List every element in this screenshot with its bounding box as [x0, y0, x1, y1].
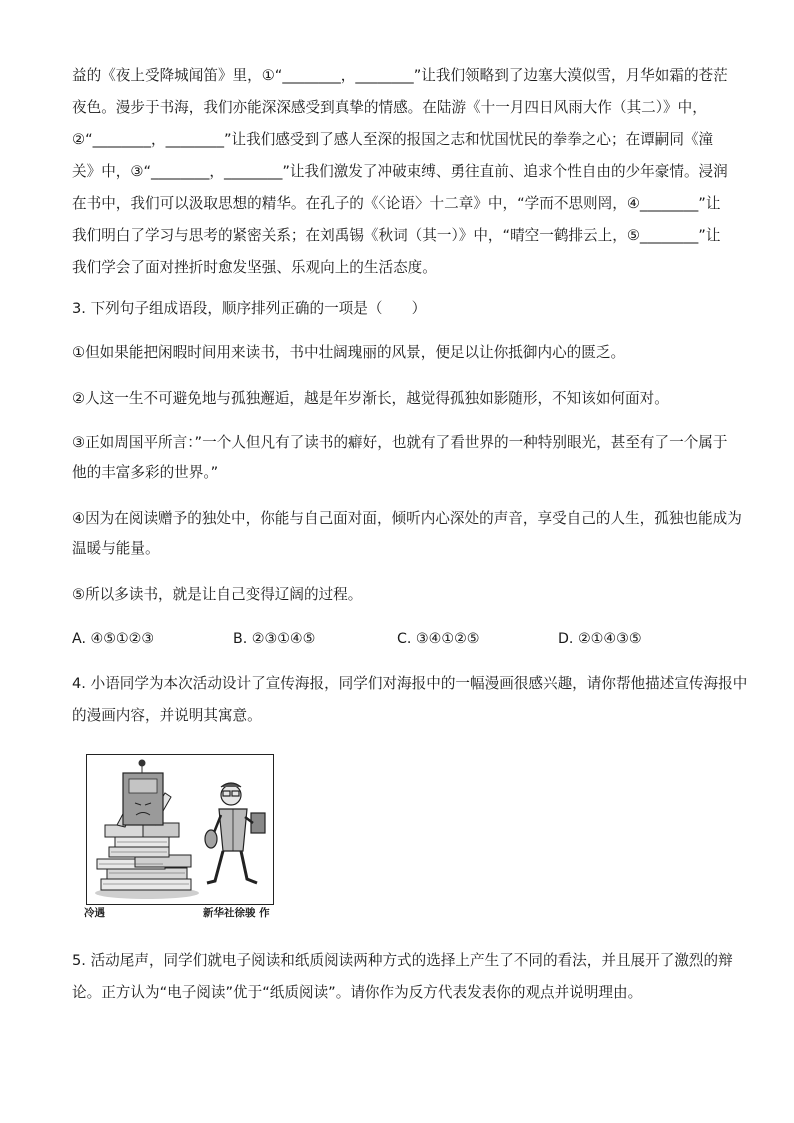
option-c[interactable]: C. ③④①②⑤ — [397, 631, 480, 647]
comic-caption-credit: 新华社徐骏 作 — [203, 907, 270, 919]
passage-line: 关》中，③“________，________”让我们激发了冲破束缚、勇往直前、追求个性自由的少年豪情。浸润 — [72, 163, 728, 180]
question-stem-cont: 论。正方认为“电子阅读”优于“纸质阅读”。请你作为反方代表发表你的观点并说明理由。 — [72, 984, 643, 1001]
sentence-2: ②人这一生不可避免地与孤独邂逅，越是年岁渐长，越觉得孤独如影随形，不知该如何面对。 — [72, 390, 669, 407]
passage-line: 我们明白了学习与思考的紧密关系；在刘禹锡《秋词（其一）》中，“晴空一鹤排云上，⑤________”让 — [72, 227, 721, 244]
question-stem: 4. 小语同学为本次活动设计了宣传海报，同学们对海报中的一幅漫画很感兴趣，请你帮他描述宣传海报中 — [72, 675, 748, 692]
passage-line: ②“________，________”让我们感受到了感人至深的报国之志和忧国忧民的拳拳之心；在谭嗣同《潼 — [72, 131, 714, 148]
sentence-5: ⑤所以多读书，就是让自己变得辽阔的过程。 — [72, 586, 363, 603]
passage-line: 在书中，我们可以汲取思想的精华。在孔子的《〈论语〉十二章》中，“学而不思则罔，④________”让 — [72, 195, 721, 212]
sentence-4: ④因为在阅读赠予的独处中，你能与自己面对面，倾听内心深处的声音，享受自己的人生，孤独也能成为 — [72, 510, 742, 527]
sentence-3: ③正如周国平所言：”一个人但凡有了读书的癖好，也就有了看世界的一种特别眼光，甚至有了一个属于 — [72, 434, 728, 451]
passage-line: 夜色。漫步于书海，我们亦能深深感受到真挚的情感。在陆游《十一月四日风雨大作（其二）》中， — [72, 99, 707, 116]
sentence-4-cont: 温暖与能量。 — [72, 540, 160, 557]
question-stem: 5. 活动尾声，同学们就电子阅读和纸质阅读两种方式的选择上产生了不同的看法，并且展开了激烈的辩 — [72, 952, 733, 969]
option-a[interactable]: A. ④⑤①②③ — [72, 631, 155, 647]
sentence-1: ①但如果能把闲暇时间用来读书，书中壮阔瑰丽的风景，便足以让你抵御内心的匮乏。 — [72, 344, 626, 361]
question-stem: 3. 下列句子组成语段，顺序排列正确的一项是（ ） — [72, 300, 427, 317]
option-d[interactable]: D. ②①④③⑤ — [558, 631, 642, 647]
comic-caption-title: 冷遇 — [84, 907, 105, 919]
comic-drawing — [87, 755, 273, 904]
comic-illustration — [86, 754, 274, 905]
passage-line: 我们学会了面对挫折时愈发坚强、乐观向上的生活态度。 — [72, 259, 437, 276]
passage-line: 益的《夜上受降城闻笛》里，①“________，________”让我们领略到了边塞大漠似雪，月华如霜的苍茫 — [72, 67, 728, 84]
option-b[interactable]: B. ②③①④⑤ — [233, 631, 316, 647]
question-stem-cont: 的漫画内容，并说明其寓意。 — [72, 707, 262, 724]
sentence-3-cont: 他的丰富多彩的世界。” — [72, 464, 219, 481]
